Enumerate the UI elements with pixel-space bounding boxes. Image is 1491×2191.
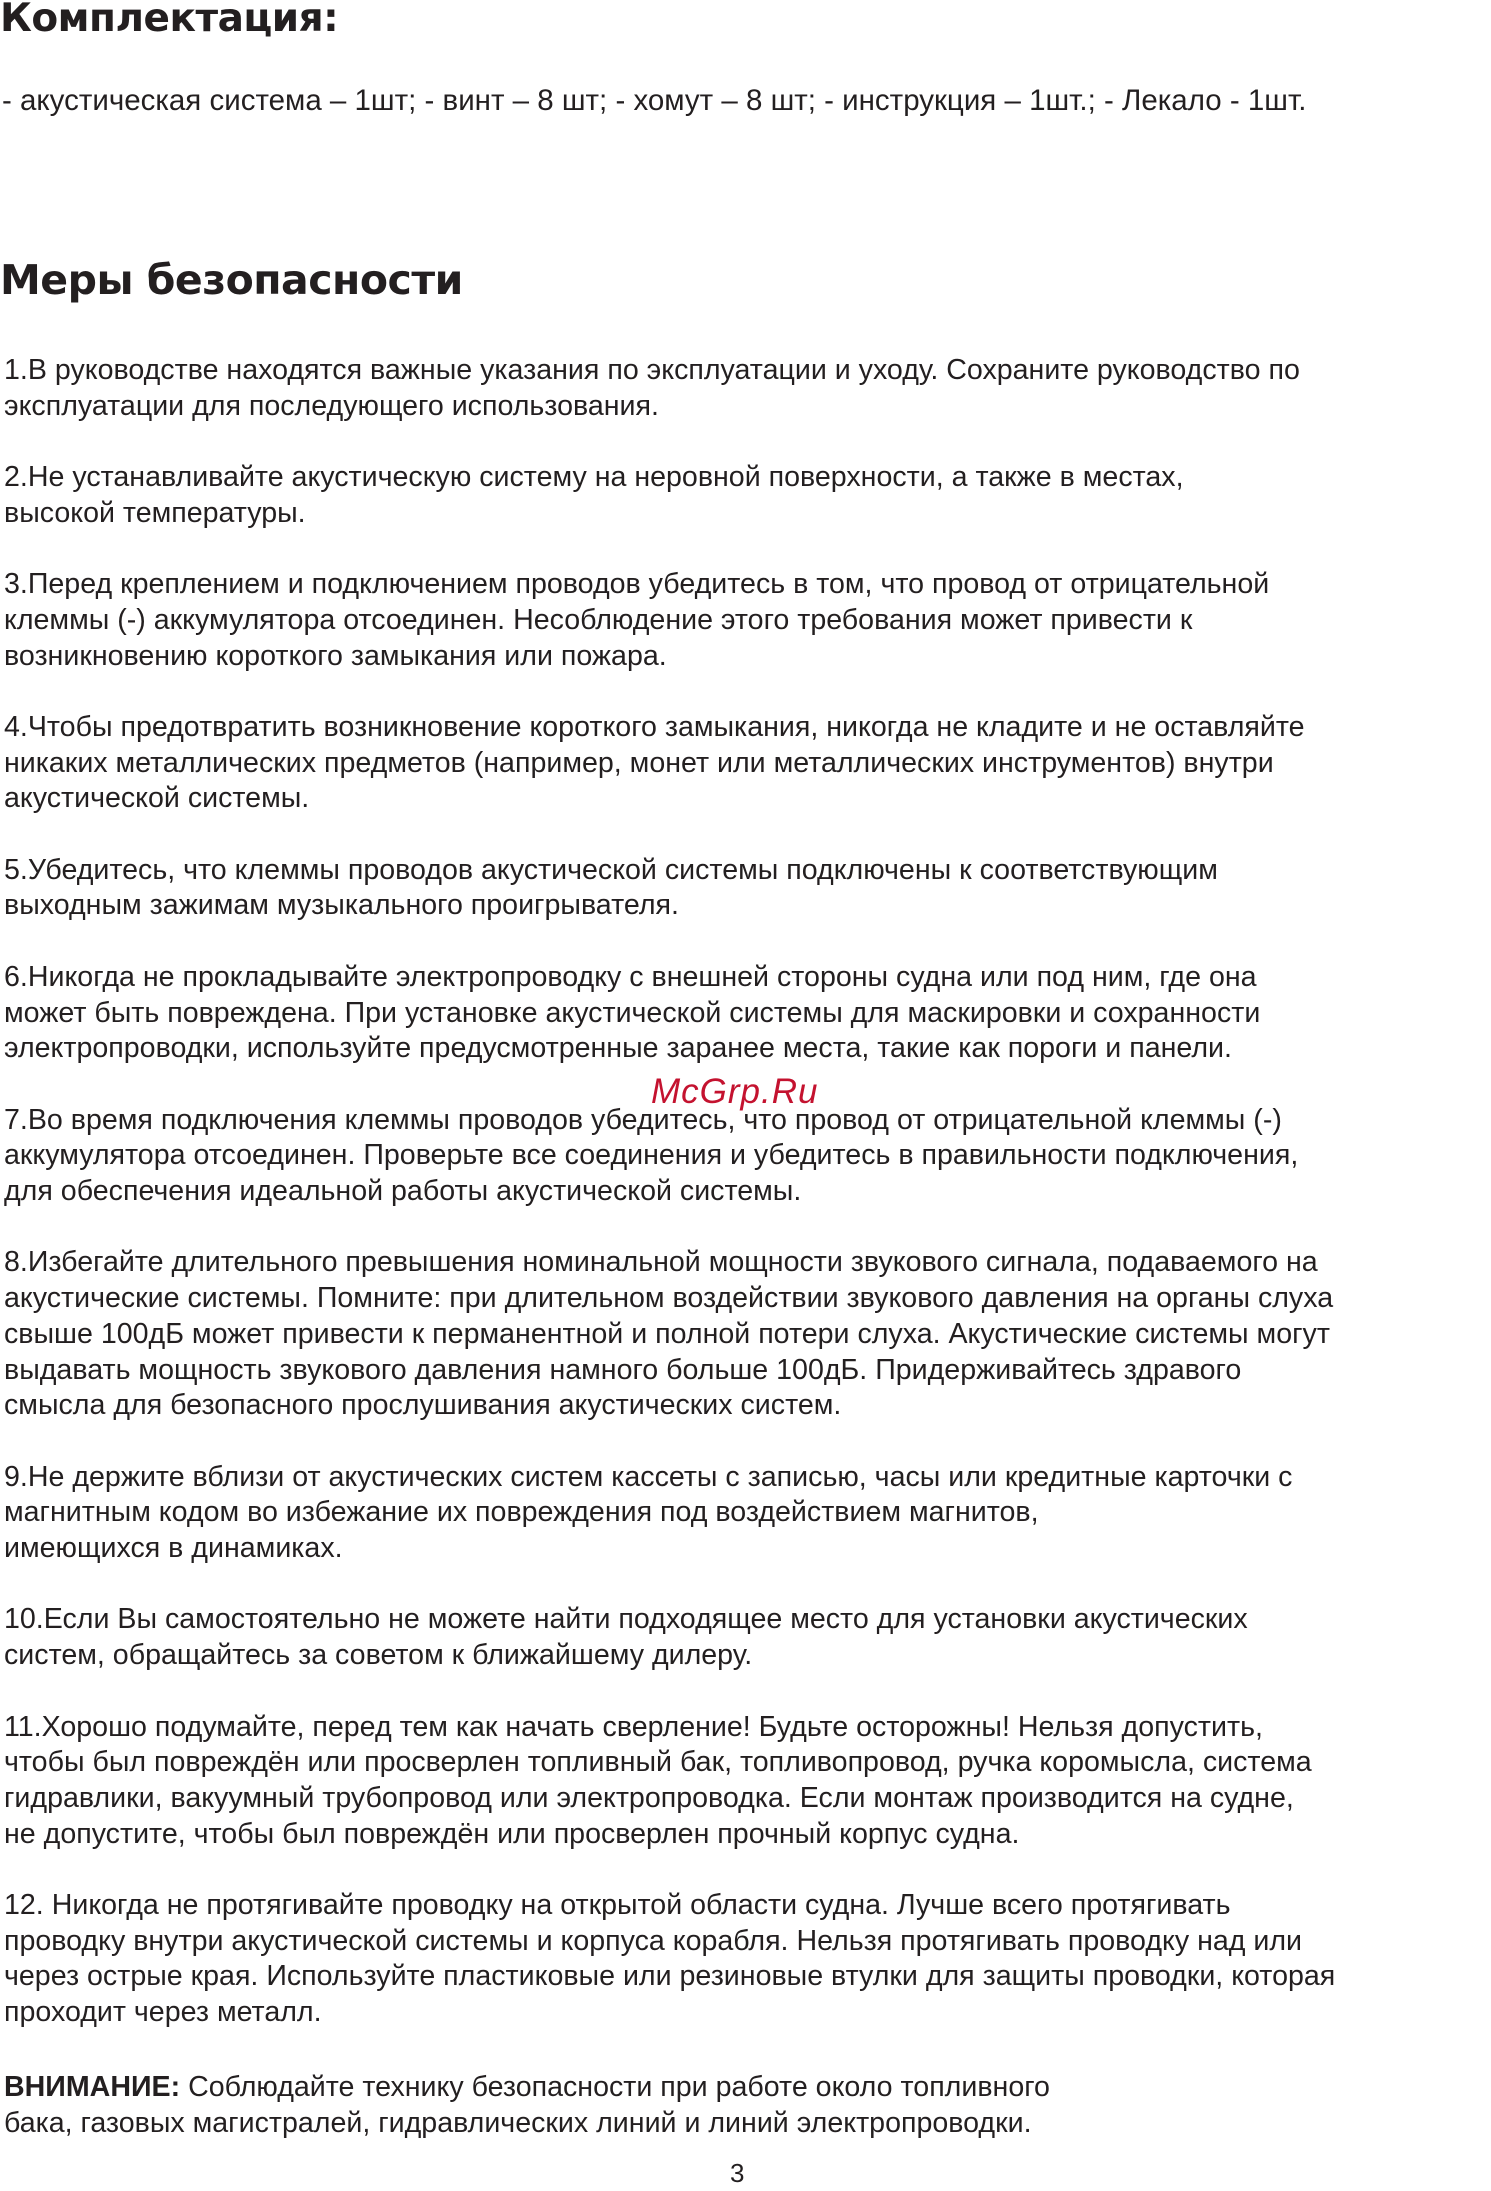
safety-rule-9: 9.Не держите вблизи от акустических систем кассеты с записью, часы или кредитные карточки с магнитным кодом во избежание их повреждения под воздействием магнитов, имеющихся в динамиках. — [4, 1460, 1293, 1565]
safety-rule-5: 5.Убедитесь, что клеммы проводов акустической системы подключены к соответствующим выходным зажимам музыкального проигрывателя. — [4, 853, 1218, 922]
safety-rule-3: 3.Перед креплением и подключением проводов убедитесь в том, что провод от отрицательной клеммы (-) аккумулятора отсоединен. Несоблюдение этого требования может привести к возникновению короткого замыкания или пожара. — [4, 568, 1270, 672]
warning-note — [4, 2070, 1050, 2141]
watermark-logo: McGrp.Ru — [651, 1072, 819, 1111]
safety-rule-10: 10.Если Вы самостоятельно не можете найти подходящее место для установки акустических систем, обращайтесь за советом к ближайшему дилеру. — [4, 1603, 1248, 1672]
safety-rule-7: 7.Во время подключения клеммы проводов убедитесь, что провод от отрицательной клеммы (-) аккумулятора отсоединен. Проверьте все соединения и убедитесь в правильности подключения, для обеспечения идеальной работы акустической системы. — [4, 1103, 1299, 1208]
page-number: 3 — [730, 2158, 745, 2188]
safety-title: Меры безопасности — [0, 256, 463, 304]
safety-rule-8: 8.Избегайте длительного превышения номинальной мощности звукового сигнала, подаваемого на акустические системы. Помните: при длительном воздействии звукового давления на органы слуха свыше 100дБ может привести к перманентной и полной потери слуха. Акустические системы могут выдавать мощность звукового давления намного больше 100дБ. Придерживайтесь здравого смысла для безопасного прослушивания акустических систем. — [4, 1246, 1334, 1422]
safety-rule-4: 4.Чтобы предотвратить возникновение короткого замыкания, никогда не кладите и не оставляйте никаких металлических предметов (например, монет или металлических инструментов) внутри акустической системы. — [4, 710, 1305, 815]
safety-rule-2: 2.Не устанавливайте акустическую систему на неровной поверхности, а также в местах, высокой температуры. — [4, 461, 1184, 529]
warning-label: ВНИМАНИЕ: — [4, 2071, 181, 2103]
safety-rules-list — [4, 353, 1489, 2067]
kit-contents: - акустическая система – 1шт; - винт – 8 шт; - хомут – 8 шт; - инструкция – 1шт.; - Лекало - 1шт. — [2, 84, 1307, 117]
warning-text: Соблюдайте технику безопасности при работе около топливного бака, газовых магистралей, гидравлических линий и линий электропроводки. — [4, 2071, 1050, 2139]
safety-rule-6: 6.Никогда не прокладывайте электропроводку с внешней стороны судна или под ним, где она может быть повреждена. При установке акустической системы для маскировки и сохранности электропроводки, используйте предусмотренные заранее места, такие как пороги и панели. — [4, 960, 1261, 1065]
safety-rule-12: 12. Никогда не протягивайте проводку на открытой области судна. Лучше всего протягивать проводку внутри акустической системы и корпуса корабля. Нельзя протягивать проводку над или через острые края. Используйте пластиковые или резиновые втулки для защиты проводки, которая проходит через металл. — [4, 1889, 1336, 2029]
kit-title: Комплектация: — [0, 0, 339, 41]
safety-rule-1: 1.В руководстве находятся важные указания по эксплуатации и уходу. Сохраните руководство по эксплуатации для последующего использования. — [4, 354, 1300, 422]
safety-rule-11: 11.Хорошо подумайте, перед тем как начать сверление! Будьте осторожны! Нельзя допустить, чтобы был повреждён или просверлен топливный бак, топливопровод, ручка коромысла, система гидравлики, вакуумный трубопровод или электропроводка. Если монтаж производится на судне, не допустите, чтобы был повреждён или просверлен прочный корпус судна. — [4, 1710, 1312, 1850]
